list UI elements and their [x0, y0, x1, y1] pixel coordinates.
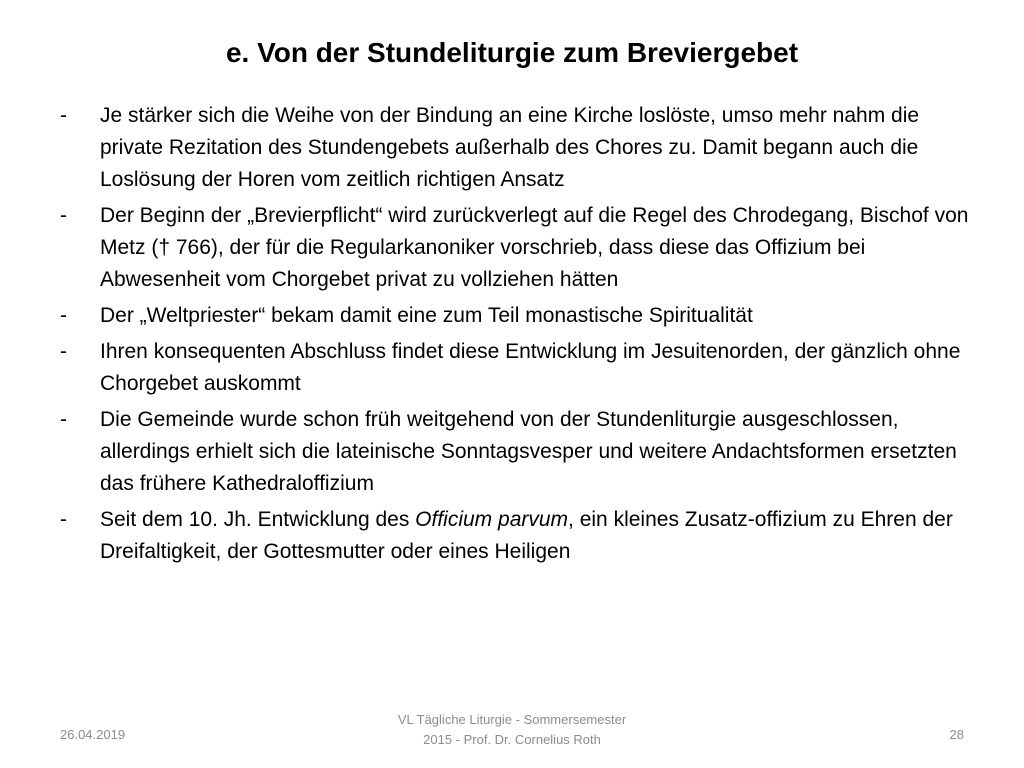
bullet-text-part: Je stärker sich die Weihe von der Bindung an eine Kirche loslöste, umso mehr nahm die private Rezitation des Stundengebets außerhalb des Chores zu. Damit begann auch die Loslösung der Horen vom zeitlich richtigen Ansatz	[100, 104, 920, 191]
bullet-text	[100, 340, 960, 395]
bullet-text-italic: Officium parvum	[415, 508, 569, 531]
bullet-item	[60, 336, 970, 400]
bullet-marker: -	[60, 204, 67, 227]
bullet-text	[100, 304, 753, 327]
bullet-item	[60, 100, 970, 196]
bullet-text-part: Der Beginn der „Brevierpflicht“ wird zurückverlegt auf die Regel des Chrodegang, Bischof von Metz († 766), der für die Regularkanoniker vorschrieb, dass diese das Offizium bei Abwesenheit vom Chorgebet privat zu vollziehen hätten	[100, 204, 969, 291]
bullet-marker: -	[60, 408, 67, 431]
bullet-marker: -	[60, 340, 67, 363]
bullet-text-part: , ein kleines Zusatz-offizium zu Ehren der Dreifaltigkeit, der Gottesmutter oder eines Heiligen	[100, 508, 953, 563]
bullet-item	[60, 300, 970, 332]
footer-date: 26.04.2019	[60, 727, 126, 742]
bullet-item	[60, 404, 970, 500]
bullet-text-part: Der „Weltpriester“ bekam damit eine zum Teil monastische Spiritualität	[100, 304, 753, 327]
bullet-text	[100, 408, 957, 495]
bullet-text	[100, 204, 968, 291]
bullet-text-part: Ihren konsequenten Abschluss findet diese Entwicklung im Jesuitenorden, der gänzlich ohne Chorgebet auskommt	[100, 340, 961, 395]
bullet-item	[60, 504, 970, 568]
bullet-text	[100, 104, 919, 191]
bullet-text	[100, 508, 953, 563]
footer-course-line-2: 2015 - Prof. Dr. Cornelius Roth	[423, 732, 601, 747]
footer-page-number: 28	[949, 727, 964, 742]
bullet-text-part: Die Gemeinde wurde schon früh weitgehend von der Stundenliturgie ausgeschlossen, allerdings erhielt sich die lateinische Sonntagsvesper und weitere Andachtsformen ersetzten das frühere Kathedraloffizium	[100, 408, 957, 495]
slide-title: e. Von der Stundeliturgie zum Breviergebet	[225, 37, 799, 68]
footer-course-info	[312, 710, 712, 750]
bullet-marker: -	[60, 304, 67, 327]
bullet-item	[60, 200, 970, 296]
bullet-marker: -	[60, 508, 67, 531]
bullet-text-part: Seit dem 10. Jh. Entwicklung des	[100, 508, 416, 531]
footer-course-line-1: VL Tägliche Liturgie - Sommersemester	[397, 712, 627, 727]
bullet-marker: -	[60, 104, 67, 127]
bullet-list	[60, 100, 970, 572]
